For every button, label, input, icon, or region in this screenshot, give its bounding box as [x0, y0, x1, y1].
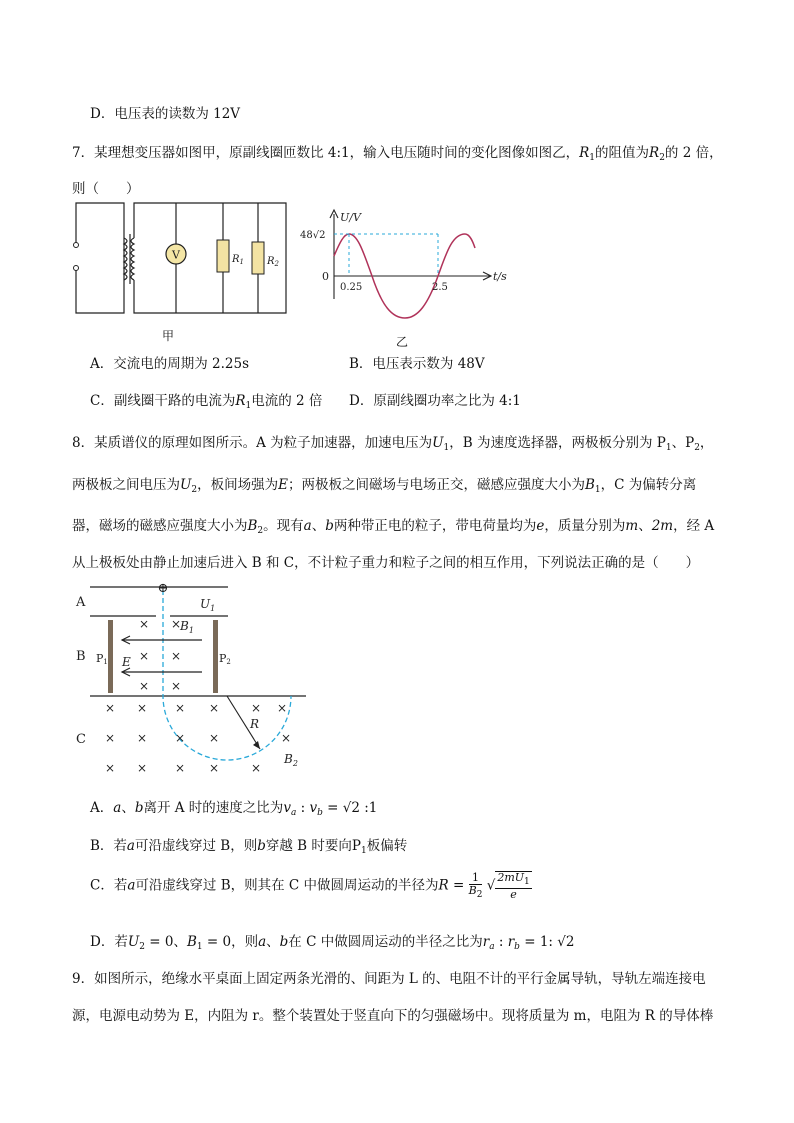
- q8-option-d: D．若$U_2 = 0$、$B_1 = 0$，则a、b在 C 中做圆周运动的半径之比为$r_a$ : $r_b = 1$: √2: [90, 934, 575, 952]
- cross-c: ×: [208, 731, 220, 745]
- label-b: B: [76, 649, 86, 664]
- cross-b: ×: [170, 617, 182, 631]
- q9-stem-line1: 9．如图所示，绝缘水平桌面上固定两条光滑的、间距为 L 的、电阻不计的平行金属导轨，导轨左端连接电: [72, 971, 706, 987]
- label-p1: P1: [96, 652, 108, 666]
- cross-c: ×: [208, 701, 220, 715]
- cross-c: ×: [104, 701, 116, 715]
- cross-b: ×: [170, 679, 182, 693]
- graph-tick2: 2.5: [432, 282, 448, 293]
- q7-stem-line2: 则（ ）: [72, 181, 140, 197]
- graph-zero: 0: [322, 270, 329, 283]
- q7-figure-graph: [300, 204, 510, 329]
- q8-stem-line2: 两极板之间电压为$U_2$，板间场强为E；两极板之间磁场与电场正交，磁感应强度大小为$B_1$，C 为偏转分离: [72, 477, 697, 495]
- caption-jia: 甲: [162, 329, 175, 343]
- cross-c: ×: [136, 701, 148, 715]
- cross-c: ×: [208, 761, 220, 775]
- q8-figure-spectrometer: [72, 578, 312, 778]
- q8-c-sqrt: √ $\frac{2mU_1}{e}$: [486, 871, 530, 901]
- label-a: A: [76, 595, 86, 610]
- label-b1: $B_1$: [180, 619, 194, 635]
- label-e: E: [122, 655, 131, 669]
- cross-c: ×: [250, 701, 262, 715]
- source-plus: ⊕: [157, 581, 169, 596]
- q7-stem-line1: 7．某理想变压器如图甲，原副线圈匝数比 4:1，输入电压随时间的变化图像如图乙，$R_1$的阻值为$R_2$的 2 倍，: [72, 145, 723, 163]
- plate-p2: [213, 620, 218, 693]
- q7-option-d: D．原副线圈功率之比为 4:1: [349, 393, 521, 409]
- q7-option-c: C．副线圈干路的电流为$R_1$电流的 2 倍: [90, 393, 323, 411]
- q7-option-b: B．电压表示数为 48V: [349, 356, 485, 372]
- q6-option-d: D．电压表的读数为 12V: [90, 106, 241, 122]
- label-r2: $R_2$: [267, 256, 279, 268]
- q8-stem-line1: 8．某质谱仪的原理如图所示。A 为粒子加速器，加速电压为$U_1$，B 为速度选择器，两极板分别为 $P_1$、$P_2$，: [72, 435, 714, 453]
- cross-b: ×: [170, 649, 182, 663]
- q7-figure-circuit: [68, 198, 298, 323]
- graph-tick1: 0.25: [340, 282, 363, 293]
- q7-option-a: A．交流电的周期为 2.25s: [90, 356, 250, 372]
- plate-p1: [108, 620, 113, 693]
- q8-option-c: C．若a可沿虚线穿过 B，则其在 C 中做圆周运动的半径为R = $\frac{1}{B_2}$ √ $\frac{2mU_1}{e}$: [90, 870, 530, 901]
- q8-stem-line4: 从上极板处由静止加速后进入 B 和 C，不计粒子重力和粒子之间的相互作用，下列说法正确的是（ ）: [72, 555, 700, 571]
- label-b2: $B_2$: [284, 752, 298, 768]
- cross-c: ×: [104, 731, 116, 745]
- label-u1: $U_1$: [200, 597, 216, 613]
- cross-c: ×: [174, 701, 186, 715]
- voltmeter-symbol: V: [172, 248, 180, 262]
- cross-c: ×: [174, 761, 186, 775]
- cross-c: ×: [250, 761, 262, 775]
- cross-c: ×: [104, 761, 116, 775]
- label-c: C: [76, 732, 86, 747]
- radius-arrowhead: [253, 741, 260, 749]
- graph-xlabel: t/s: [493, 270, 507, 283]
- q9-stem-line2: 源，电源电动势为 E，内阻为 r。整个装置处于竖直向下的匀强磁场中。现将质量为 m，电阻为 R 的导体棒: [72, 1008, 714, 1024]
- cross-c: ×: [136, 761, 148, 775]
- q8-option-a: A．a、b离开 A 时的速度之比为$v_a$ : $v_b = √2$ :1: [90, 800, 378, 818]
- caption-yi: 乙: [396, 335, 409, 349]
- terminal-top: [74, 243, 79, 248]
- cross-c: ×: [174, 731, 186, 745]
- resistor-r1: [217, 240, 229, 272]
- cross-c: ×: [136, 731, 148, 745]
- label-r: R: [250, 717, 260, 731]
- resistor-r2: [252, 242, 264, 274]
- cross-b: ×: [138, 649, 150, 663]
- label-p2: P2: [219, 652, 231, 666]
- cross-b: ×: [138, 679, 150, 693]
- cross-c: ×: [276, 701, 288, 715]
- cross-c: ×: [280, 731, 292, 745]
- graph-amp-label: 48√2: [300, 230, 326, 241]
- terminal-bottom: [74, 266, 79, 271]
- q8-c-fraction: $\frac{1}{B_2}$: [468, 870, 483, 900]
- q8-stem-line3: 器，磁场的磁感应强度大小为$B_2$。现有a、b两种带正电的粒子，带电荷量均为e，质量分别为m、2m，经 A: [72, 518, 715, 536]
- cross-b: ×: [138, 617, 150, 631]
- q8-option-b: B．若a可沿虚线穿过 B，则b穿越 B 时要向$P_1$板偏转: [90, 838, 408, 856]
- graph-ylabel: U/V: [340, 211, 361, 224]
- label-r1: $R_1$: [232, 254, 244, 266]
